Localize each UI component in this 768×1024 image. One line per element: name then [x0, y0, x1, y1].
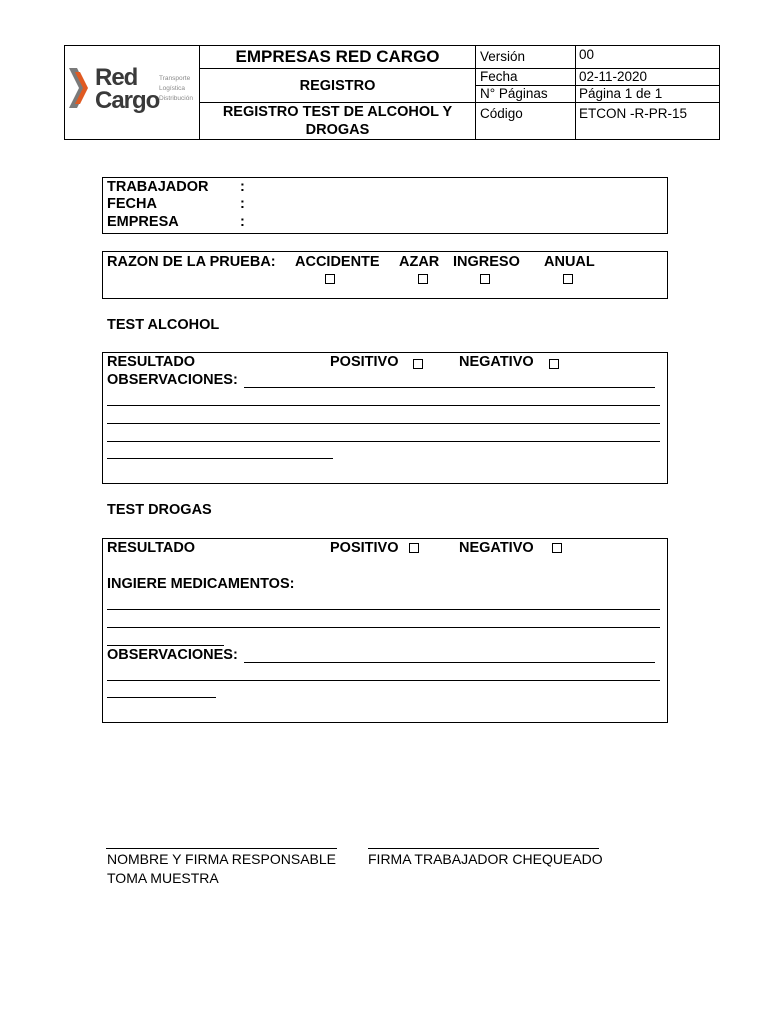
alcohol-negative-label: NEGATIVO	[459, 354, 534, 370]
worker-label: TRABAJADOR	[107, 179, 209, 195]
alcohol-observations-line[interactable]	[107, 405, 660, 406]
anual-checkbox[interactable]	[563, 274, 573, 284]
meta-label-date: Fecha	[480, 69, 518, 84]
company-name: EMPRESAS RED CARGO	[235, 47, 440, 66]
accidente-checkbox[interactable]	[325, 274, 335, 284]
reason-option-ingreso: INGRESO	[453, 254, 520, 270]
medications-line[interactable]	[107, 645, 224, 646]
alcohol-positive-label: POSITIVO	[330, 354, 399, 370]
meta-value-code: ETCON -R-PR-15	[579, 106, 688, 121]
worker-signature-label: FIRMA TRABAJADOR CHEQUEADO	[368, 851, 603, 867]
drugs-negative-label: NEGATIVO	[459, 540, 534, 556]
document-header	[64, 45, 720, 140]
medications-line[interactable]	[107, 609, 660, 610]
logo-brand-line2: Cargo	[95, 87, 160, 114]
drugs-observations-label: OBSERVACIONES:	[107, 647, 238, 663]
alcohol-positive-checkbox[interactable]	[413, 359, 423, 369]
alcohol-observations-label: OBSERVACIONES:	[107, 372, 238, 388]
company-logo	[65, 46, 199, 139]
document-type: REGISTRO	[299, 77, 376, 94]
alcohol-negative-checkbox[interactable]	[549, 359, 559, 369]
meta-value-version: 00	[579, 47, 595, 62]
alcohol-observations-line[interactable]	[107, 423, 660, 424]
alcohol-observations-line[interactable]	[244, 387, 655, 388]
meta-value-date: 02-11-2020	[579, 69, 648, 84]
drugs-test-box	[102, 538, 668, 723]
drugs-section-title: TEST DROGAS	[107, 502, 212, 518]
medications-line[interactable]	[107, 627, 660, 628]
responsible-signature-label-line2: TOMA MUESTRA	[107, 870, 219, 886]
date-sep: :	[240, 196, 245, 212]
alcohol-section-title: TEST ALCOHOL	[107, 317, 220, 333]
document-title: REGISTRO TEST DE ALCOHOL Y DROGAS	[222, 104, 453, 138]
drugs-result-label: RESULTADO	[107, 540, 196, 556]
worker-sep: :	[240, 179, 245, 195]
drugs-observations-line[interactable]	[107, 697, 216, 698]
alcohol-test-box	[102, 352, 668, 484]
test-reason-box	[102, 251, 668, 299]
azar-checkbox[interactable]	[418, 274, 428, 284]
date-label: FECHA	[107, 196, 157, 212]
worker-signature-line[interactable]	[368, 848, 599, 849]
drugs-positive-checkbox[interactable]	[409, 543, 419, 553]
logo-brand-line1: Red	[95, 64, 138, 91]
reason-option-anual: ANUAL	[544, 254, 595, 270]
ingreso-checkbox[interactable]	[480, 274, 490, 284]
drugs-observations-line[interactable]	[107, 680, 660, 681]
meta-label-code: Código	[480, 106, 523, 121]
reason-option-accidente: ACCIDENTE	[295, 254, 380, 270]
worker-info-box	[102, 177, 668, 234]
responsible-signature-line[interactable]	[106, 848, 337, 849]
meta-label-pages: N° Páginas	[480, 86, 548, 101]
logo-tagline: Transporte Logística Distribución	[159, 75, 193, 102]
alcohol-result-label: RESULTADO	[107, 354, 196, 370]
meta-value-pages: Página 1 de 1	[579, 86, 663, 101]
company-sep: :	[240, 214, 245, 230]
test-reason-label: RAZON DE LA PRUEBA:	[107, 254, 276, 270]
reason-option-azar: AZAR	[399, 254, 440, 270]
alcohol-observations-line[interactable]	[107, 458, 333, 459]
drugs-observations-line[interactable]	[244, 662, 655, 663]
alcohol-observations-line[interactable]	[107, 441, 660, 442]
drugs-negative-checkbox[interactable]	[552, 543, 562, 553]
company-label: EMPRESA	[107, 214, 179, 230]
medications-label: INGIERE MEDICAMENTOS:	[107, 576, 295, 592]
responsible-signature-label: NOMBRE Y FIRMA RESPONSABLE	[107, 851, 336, 867]
meta-label-version: Versión	[480, 49, 526, 64]
drugs-positive-label: POSITIVO	[330, 540, 399, 556]
